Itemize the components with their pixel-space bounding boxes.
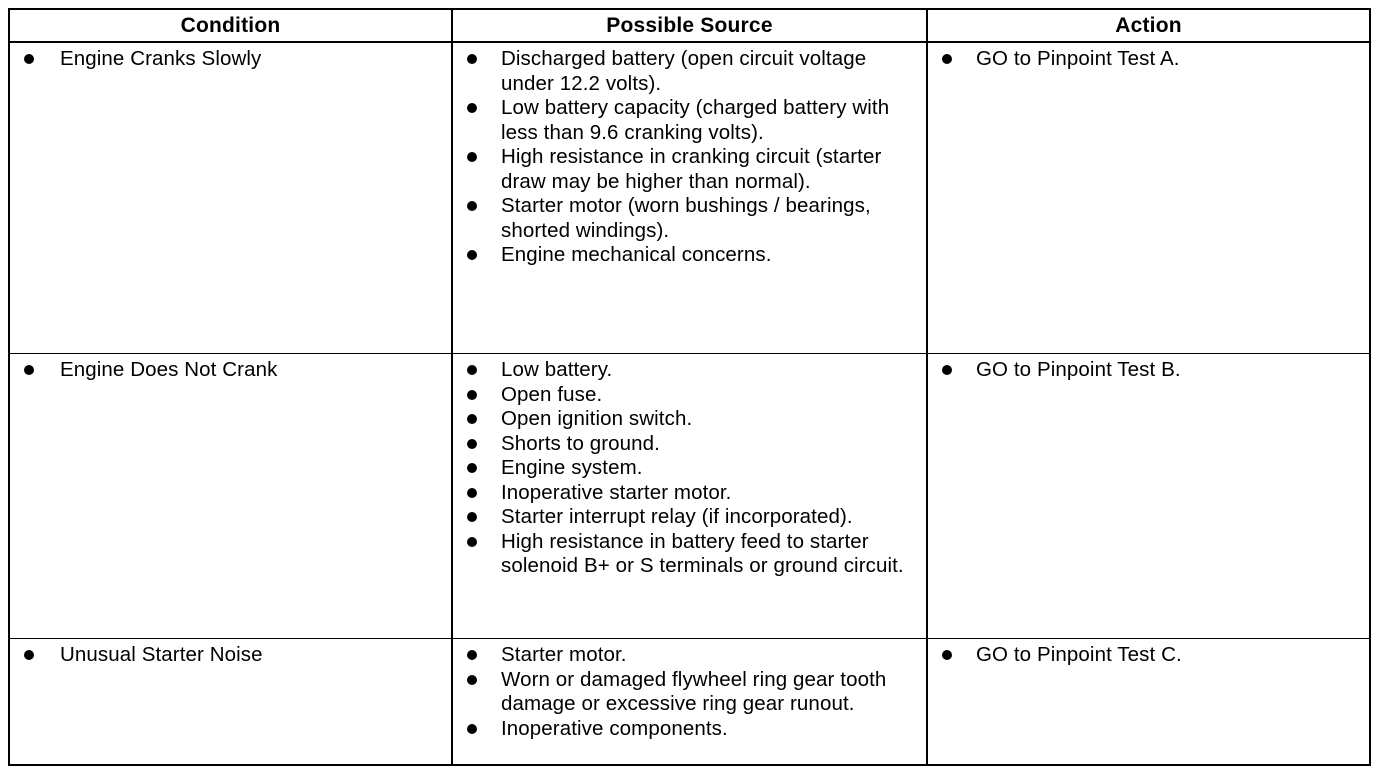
action-list (938, 643, 1359, 668)
bullet-icon (942, 365, 952, 375)
action-list (938, 358, 1359, 383)
list-item (463, 717, 916, 742)
list-item (463, 432, 916, 457)
source-text: Worn or damaged flywheel ring gear tooth damage or excessive ring gear runout. (501, 667, 887, 715)
list-item (463, 505, 916, 530)
source-list (463, 358, 916, 579)
action-text: GO to Pinpoint Test A. (976, 47, 1180, 70)
bullet-icon (24, 365, 34, 375)
list-item (938, 643, 1359, 668)
header-condition: Condition (10, 10, 452, 42)
list-item (463, 643, 916, 668)
action-cell (927, 42, 1369, 354)
bullet-icon (467, 250, 477, 260)
list-item (463, 194, 916, 243)
source-text: Engine mechanical concerns. (501, 243, 772, 266)
bullet-icon (467, 488, 477, 498)
action-cell (927, 639, 1369, 765)
source-cell (452, 639, 927, 765)
source-text: Starter motor. (501, 643, 627, 666)
condition-list (20, 643, 441, 668)
bullet-icon (467, 537, 477, 547)
bullet-icon (467, 201, 477, 211)
bullet-icon (467, 152, 477, 162)
condition-cell (10, 354, 452, 639)
list-item (463, 243, 916, 268)
list-item (463, 668, 916, 717)
action-cell (927, 354, 1369, 639)
diagnosis-table-sheet (8, 8, 1371, 766)
list-item (20, 47, 441, 72)
bullet-icon (467, 439, 477, 449)
action-text: GO to Pinpoint Test B. (976, 358, 1181, 381)
bullet-icon (467, 54, 477, 64)
source-text: Starter motor (worn bushings / bearings, shorted windings). (501, 194, 871, 242)
table-row (10, 354, 1369, 639)
bullet-icon (467, 390, 477, 400)
list-item (463, 456, 916, 481)
source-text: Inoperative components. (501, 716, 728, 740)
list-item (463, 481, 916, 506)
source-text: High resistance in battery feed to starter solenoid B+ or S terminals or ground circuit. (501, 529, 904, 577)
list-item (938, 47, 1359, 72)
source-text: Low battery. (501, 358, 613, 381)
list-item (20, 358, 441, 383)
condition-text: Engine Cranks Slowly (60, 47, 262, 70)
table-row (10, 639, 1369, 765)
bullet-icon (942, 650, 952, 660)
source-list (463, 643, 916, 741)
action-list (938, 47, 1359, 72)
bullet-icon (467, 724, 477, 734)
header-action: Action (927, 10, 1369, 42)
list-item (463, 383, 916, 408)
list-item (463, 358, 916, 383)
bullet-icon (467, 103, 477, 113)
source-text: Low battery capacity (charged battery with less than 9.6 cranking volts). (501, 96, 890, 144)
action-text: GO to Pinpoint Test C. (976, 643, 1182, 666)
bullet-icon (942, 54, 952, 64)
condition-list (20, 47, 441, 72)
diagnosis-table (10, 10, 1369, 764)
bullet-icon (467, 365, 477, 375)
list-item (463, 145, 916, 194)
condition-text: Engine Does Not Crank (60, 358, 278, 381)
condition-list (20, 358, 441, 383)
list-item (463, 47, 916, 96)
source-text: High resistance in cranking circuit (starter draw may be higher than normal). (501, 145, 882, 193)
condition-cell (10, 42, 452, 354)
source-text: Inoperative starter motor. (501, 480, 732, 504)
bullet-icon (467, 463, 477, 473)
bullet-icon (24, 650, 34, 660)
source-text: Engine system. (501, 456, 643, 479)
condition-cell (10, 639, 452, 765)
bullet-icon (467, 414, 477, 424)
bullet-icon (467, 675, 477, 685)
bullet-icon (467, 512, 477, 522)
bullet-icon (467, 650, 477, 660)
source-cell (452, 354, 927, 639)
list-item (463, 407, 916, 432)
source-text: Discharged battery (open circuit voltage under 12.2 volts). (501, 47, 867, 95)
table-row (10, 42, 1369, 354)
header-possible-source: Possible Source (452, 10, 927, 42)
table-header-row (10, 10, 1369, 42)
source-list (463, 47, 916, 268)
source-text: Open ignition switch. (501, 407, 693, 430)
list-item (20, 643, 441, 668)
condition-text: Unusual Starter Noise (60, 643, 263, 666)
bullet-icon (24, 54, 34, 64)
source-text: Open fuse. (501, 382, 603, 406)
source-text: Starter interrupt relay (if incorporated). (501, 505, 853, 528)
list-item (463, 530, 916, 579)
list-item (938, 358, 1359, 383)
list-item (463, 96, 916, 145)
source-cell (452, 42, 927, 354)
source-text: Shorts to ground. (501, 431, 660, 455)
